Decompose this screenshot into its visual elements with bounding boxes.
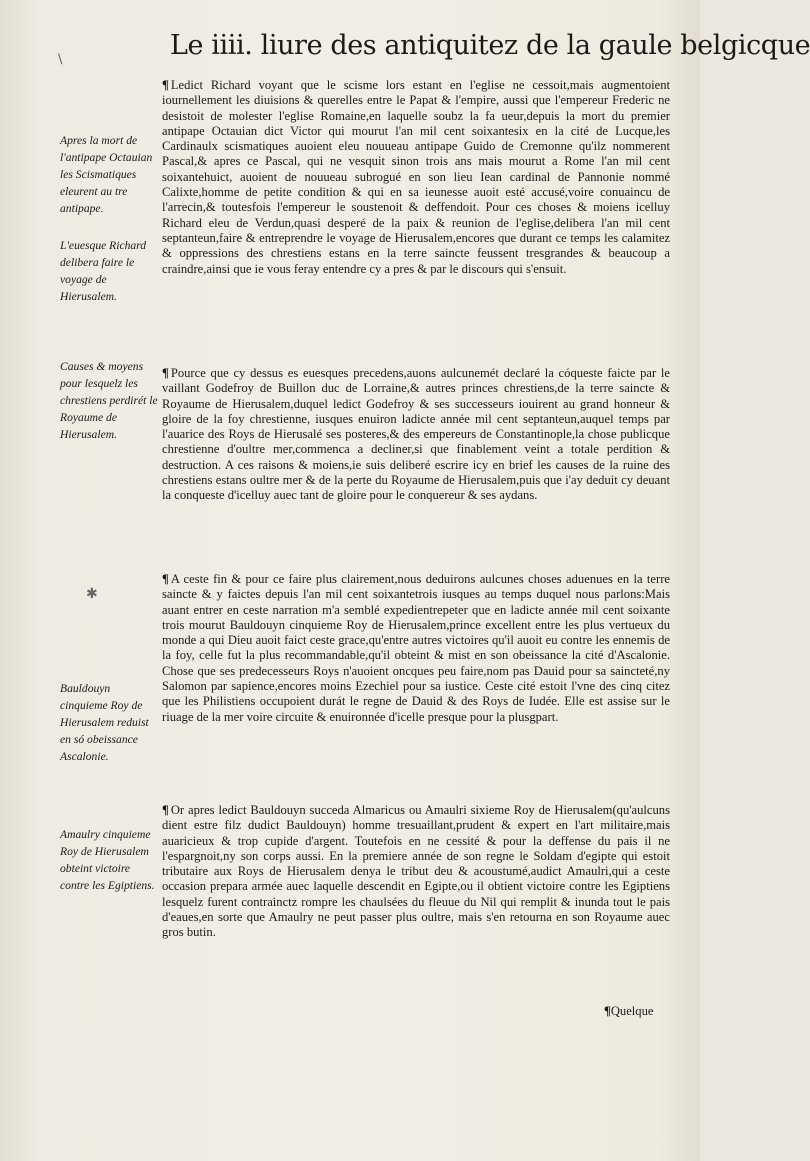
margin-note: L'euesque Richard delibera faire le voyage de Hierusalem. [60,239,147,303]
paragraph-text: Or apres ledict Bauldouyn succeda Almaricus ou Amaulri sixieme Roy de Hierusalem(qu'aulcuns dient estre filz dudict Bauldouyn) homme tresuaillant,prudent & expert en l'art militaire,mais auaricieux & trop cupide d'argent. Toutefois en ne cessité & pour la deffense du pais il ne l'espargnoit,ny son corps aussi. En la premiere année de son regne le Soldam d'egipte qui estoit tributaire aux Roys de Hierusalem denya le tribut deu & acoustumé,audict Amaulri,qui a ceste occasion prepara armée auec laquelle descendit en Egipte,ou il obtient victoire contre les Egiptiens lesquelz furent contrainctz rompre les chaulsées du fleuue du Nil qui remplit & inunda tout le pais d'eaues,en sorte que Amaulry ne peut passer plus oultre, mais s'en retourna en son Royaume auec gros butin. [162,803,670,940]
margin-note: Bauldouyn cinquieme Roy de Hierusalem reduist en só obeissance Ascalonie. [60,682,149,763]
pilcrow-mark: ¶ [162,78,169,92]
catchword-text: Quelque [610,1004,654,1018]
paragraph-3 [162,572,670,725]
catchword [604,1004,653,1019]
margin-note: Causes & moyens pour lesquelz les chrestiens perdirét le Royaume de Hierusalem. [60,360,158,441]
pilcrow-mark: ¶ [162,803,169,817]
margin-note: Apres la mort de l'antipape Octauian les Scismatiques eleurent au tre antipape. [60,134,153,215]
paragraph-text: A ceste fin & pour ce faire plus clairement,nous deduirons aulcunes choses aduenues en la terre saincte & y faictes depuis l'an mil cent soixantetrois iusques au temps duquel nous parlons:Mais auant entrer en ceste narration m'a semblé expedientrepeter que en ladicte année mil cent soixante trois mourut Bauldouyn cinquieme Roy de Hierusalem,prince excellent entre les plus vertueux du monde a qui Dieu auoit faict ceste grace,qu'entre autres victoires qu'il auoit eu contre les ennemis de la foy, celle fut la plus recommandable,qu'il obteint & mist en son obeissance la cité d'Ascalonie. Chose que ses predecesseurs Roys n'auoient oncques peu faire,nom pas Dauid pour sa saincteté,ny Salomon par sapience,encores moins Ezechiel pour sa iustice. Ceste cité estoit l'vne des cinq citez que les Philistiens occupoient durát le regne de Dauid & des Roys de Iudée. Elle est assise sur le riuage de la mer voire circuite & enuironnée d'icelle presque pour la plusgpart. [162,572,670,724]
margin-note: Amaulry cinquieme Roy de Hierusalem obteint victoire contre les Egiptiens. [60,828,155,892]
printers-ornament: ✱ [86,586,98,602]
paragraph-text: Ledict Richard voyant que le scisme lors estant en l'eglise ne cessoit,mais augmentoient iournellement les diuisions & querelles entre le Papat & l'empire, aussi que l'empereur Frederic ne desistoit de molester l'eglise Romaine,en laquelle soubz la fa ueur,depuis la mort du premier antipape Octauian dict Victor qui mourut l'an mil cent soixantesix en la cité de Lucque,les Cardinaulx scismatiques auoient eleu nouueau antipape Guido de Cremonne qu'ilz nommerent Pascal,& apres ce Pascal, qui ne vesquit sinon trois ans mais mourut a Rome l'an mil cent soixantehuict, auoient de nouueau subrogué en son lieu Iean cardinal de Pannonie nommé Calixte,homme de petite condition & qui en sa ieunesse auoit esté accusé,voire conuaincu de l'arrecin,& toutesfois l'empereur le soustenoit & deffendoit. Pour ces choses & moiens icelluy Richard eleu de Verdun,quasi desperé de la paix & reunion de l'eglise,delibera l'an mil cent septanteun,faire & entreprendre le voyage de Hierusalem,encores que durant ce temps les calamitez & oppressions des chrestiens estans en la terre saincte feussent tresgrandes & beaucoup a craindre,ainsi que ie vous feray entendre cy a pres & par le discours qui s'ensuit. [162,78,670,276]
pilcrow-mark: ¶ [162,572,169,586]
corner-mark: \ [58,52,63,67]
paragraph-text: Pource que cy dessus es euesques precedens,auons aulcunemét declaré la cóqueste faicte par le vaillant Godefroy de Buillon duc de Lorraine,& autres princes chrestiens,de la terre saincte & Royaume de Hierusalem,duquel ledict Godefroy & ses successeurs iouirent au grand honneur & gloire de la foy chrestienne, iusques enuiron ladicte année mil cent septanteun,auquel temps par l'auarice des Roys de Hierusalé ses posteres,& des empereurs de Constantinople,la chose publicque chrestienne d'oultre mer,commenca a decliner,si que finablement veint a totale perdition & destruction. A ces raisons & moiens,ie suis deliberé escrire icy en brief les causes de la ruine des chrestiens estans oultre mer & de la perte du Royaume de Hierusalem,puis que i'ay deduit cy deuant la conqueste d'icelluy auec tant de gloire pour le conquereur & ses aydans. [162,366,670,503]
pilcrow-mark: ¶ [162,366,169,380]
paragraph-4 [162,803,670,941]
pilcrow-mark: ¶ [604,1004,611,1018]
running-head: Le iiii. liure des antiquitez de la gaule belgicque [170,30,810,61]
paragraph-1 [162,78,670,277]
paragraph-2 [162,366,670,504]
